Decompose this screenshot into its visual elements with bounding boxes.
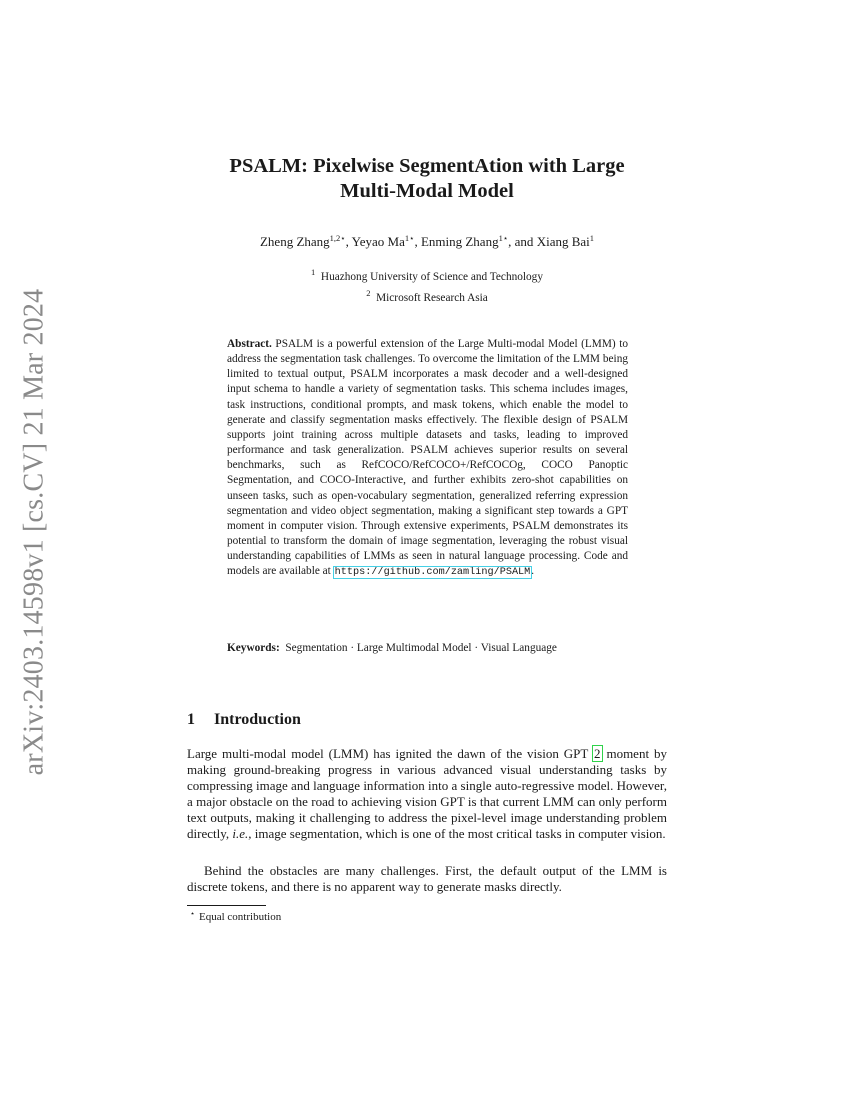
author-name: Yeyao Ma (351, 234, 405, 249)
author-marks: 1 (589, 233, 595, 243)
affiliation-name: Microsoft Research Asia (376, 292, 488, 304)
abstract (227, 337, 628, 581)
affiliation (185, 264, 669, 285)
intro-paragraph-2 (187, 863, 667, 895)
keywords (227, 642, 628, 654)
paper-title-line-2: Multi-Modal Model (340, 180, 514, 202)
abstract-end: . (531, 565, 535, 578)
author-separator: , (414, 234, 421, 249)
abstract-label: Abstract. (227, 338, 272, 350)
author-name: Enming Zhang (420, 234, 499, 249)
arxiv-identifier (4, 287, 64, 777)
author-separator: , (345, 234, 352, 249)
affiliation-list (185, 264, 669, 306)
footnote (190, 909, 281, 923)
author-marks: 1⋆ (498, 233, 509, 243)
intro-text: image segmentation, which is one of the most critical tasks in computer vision. (251, 826, 666, 842)
affiliation-number: 1 (311, 267, 316, 277)
intro-ie: i.e., (232, 826, 252, 842)
abstract-text: PSALM is a powerful extension of the Large Multi-modal Model (LMM) to address the segmentation task challenges. To overcome the limitation of the LMM being limited to textual output, PSALM incorporates a mask decoder and a well-designed input schema to handle a variety of segmentation tasks. This schema includes images, task instructions, conditional prompts, and mask tokens, which enable the model to generate and classify segmentation masks effectively. The flexible design of PSALM supports joint training across multiple datasets and tasks, leading to improved performance and task generalization. PSALM achieves superior results on several benchmarks, such as RefCOCO/RefCOCO+/RefCOCOg, COCO Panoptic Segmentation, and COCO-Interactive, and further exhibits zero-shot capabilities on unseen tasks, such as open-vocabulary segmentation, generalized referring expression segmentation and video object segmentation, making a significant step towards a GPT moment in computer vision. Through extensive experiments, PSALM demonstrates its potential to transform the domain of image segmentation, leveraging the robust visual understanding capabilities of LMMs as seen in natural language processing. Code and models are available at (227, 338, 628, 578)
author-name: Zheng Zhang (259, 234, 330, 249)
intro-paragraph-1 (187, 746, 667, 843)
author-marks: 1,2⋆ (329, 233, 346, 243)
section-title: Introduction (214, 711, 301, 728)
affiliation (185, 285, 669, 306)
footnote-text: Equal contribution (199, 911, 282, 923)
footnote-rule (187, 905, 266, 906)
arxiv-identifier-text: arXiv:2403.14598v1 [cs.CV] 21 Mar 2024 (18, 288, 49, 776)
author-marks: 1⋆ (404, 233, 415, 243)
intro-text: moment by making ground-breaking progress in various advanced visual understanding tasks by compressing image and language information into a single auto-regressive model. However, a major obstacle on the road to achieving vision GPT is that current LMM can only perform text outputs, making it challenging to address the pixel-level image understanding problem directly, (187, 746, 667, 842)
citation-link[interactable]: 2 (594, 746, 601, 761)
keywords-label: Keywords: (227, 642, 280, 654)
affiliation-name: Huazhong University of Science and Technology (320, 271, 543, 283)
section-heading-introduction (187, 711, 301, 729)
section-number: 1 (187, 711, 195, 728)
footnote-mark: ⋆ (190, 909, 196, 918)
intro-text: Behind the obstacles are many challenges. First, the default output of the LMM is discrete tokens, and there is no apparent way to generate masks directly. (187, 863, 667, 895)
code-repository-link[interactable]: https://github.com/zamling/PSALM (334, 567, 531, 579)
author-name: Xiang Bai (536, 234, 590, 249)
affiliation-number: 2 (366, 288, 371, 298)
keywords-text: Segmentation · Large Multimodal Model · Visual Language (285, 642, 557, 654)
intro-text: Large multi-modal model (LMM) has ignited the dawn of the vision GPT (187, 746, 594, 761)
author-separator: , and (508, 234, 537, 249)
paper-title-line-1: PSALM: Pixelwise SegmentAtion with Large (229, 155, 625, 177)
paper-title (185, 154, 669, 204)
author-list (185, 233, 669, 250)
